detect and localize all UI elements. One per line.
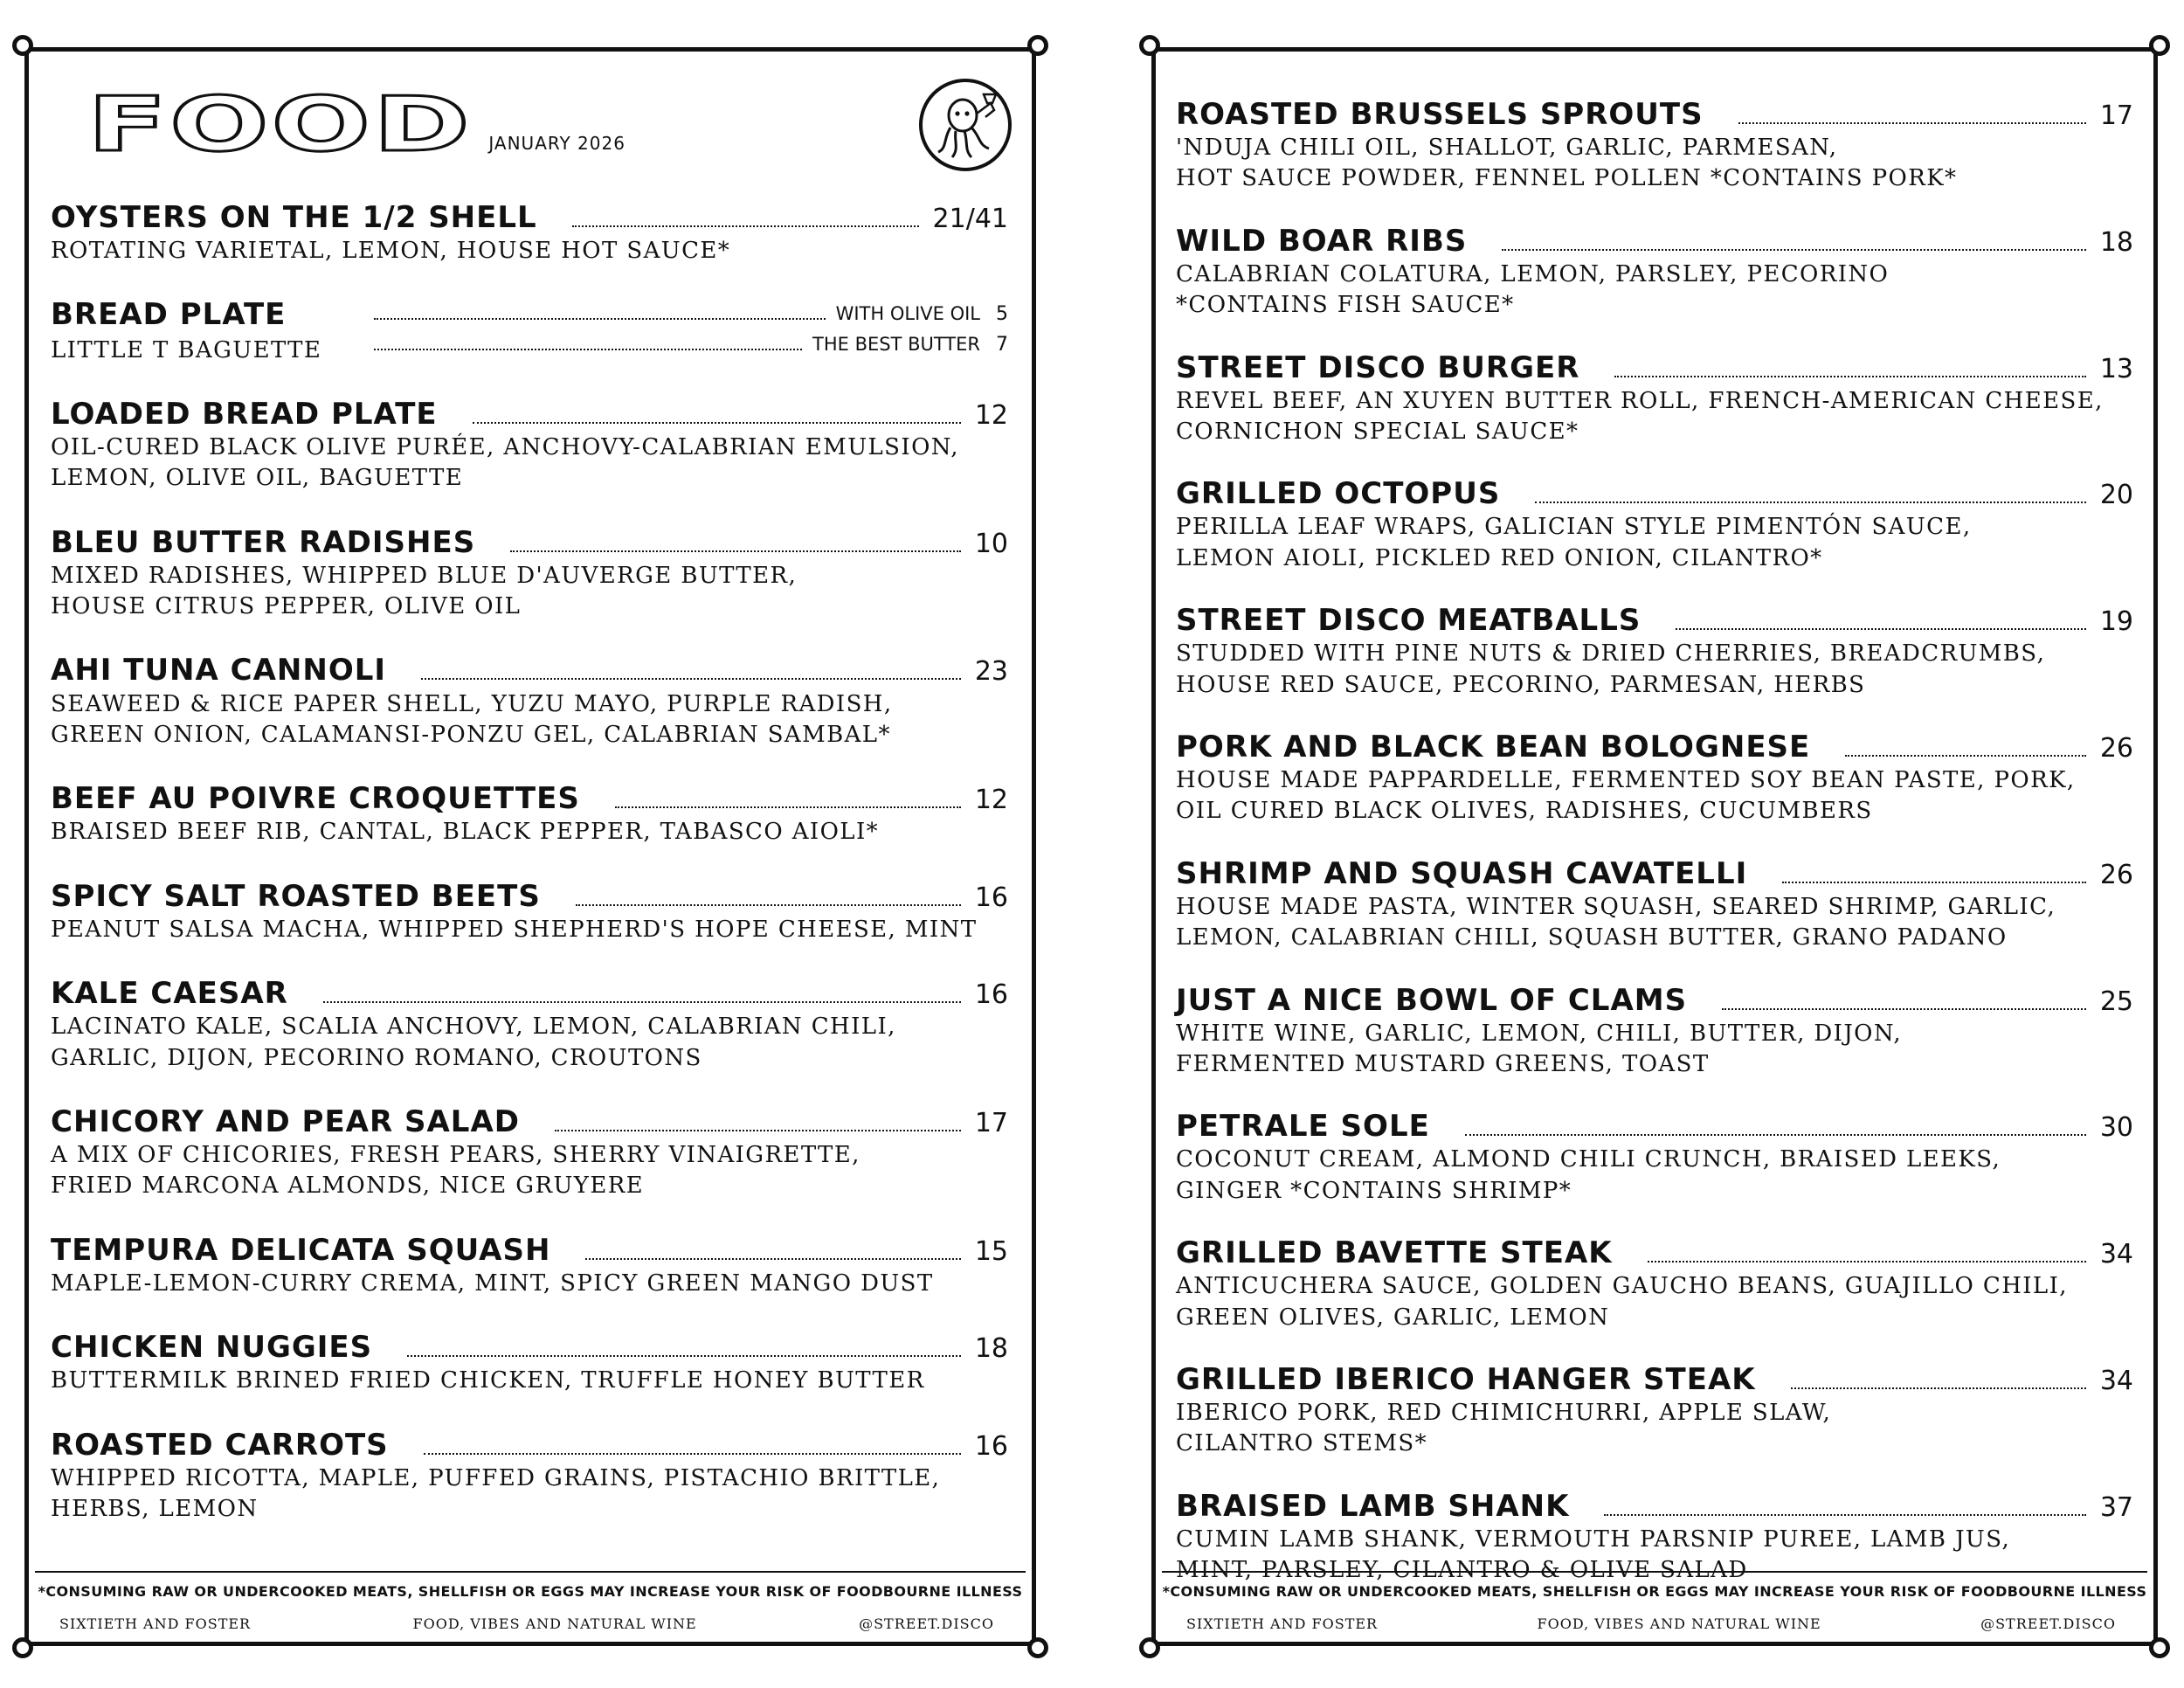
item-price: 26	[2099, 859, 2133, 890]
item-price: 18	[974, 1333, 1008, 1365]
item-name: SPICY SALT ROASTED BEETS	[51, 878, 541, 914]
menu-item	[51, 201, 1008, 266]
item-description: CUMIN LAMB SHANK, VERMOUTH PARSNIP PUREE, LAMB JUS, MINT, PARSLEY, CILANTRO & OLIVE SALAD	[1176, 1525, 2011, 1584]
item-description: LITTLE T BAGUETTE	[51, 336, 322, 363]
item-price: 20	[2099, 480, 2133, 511]
option-label: THE BEST BUTTER	[812, 334, 980, 356]
dotted-leader	[1845, 755, 2086, 757]
item-description: SEAWEED & RICE PAPER SHELL, YUZU MAYO, PURPLE RADISH, GREEN ONION, CALAMANSI-PONZU GEL, CALABRIAN SAMBAL*	[51, 690, 893, 748]
octopus-logo-icon	[919, 79, 1012, 171]
item-price: 34	[2099, 1239, 2133, 1270]
item-price: 15	[974, 1235, 1008, 1267]
dotted-leader	[1465, 1134, 2086, 1136]
menu-item	[1176, 730, 2133, 827]
page-footer	[35, 1571, 1026, 1632]
item-description: CALABRIAN COLATURA, LEMON, PARSLEY, PECORINO *CONTAINS FISH SAUCE*	[1176, 260, 1890, 319]
item-description: MAPLE-LEMON-CURRY CREMA, MINT, SPICY GREEN MANGO DUST	[51, 1269, 934, 1297]
footer-info	[35, 1615, 1026, 1632]
menu-item	[51, 526, 1008, 623]
item-price: 19	[2099, 606, 2133, 638]
item-price: 34	[2099, 1365, 2133, 1396]
menu-date: JANUARY 2026	[488, 133, 625, 154]
item-name: AHI TUNA CANNOLI	[51, 653, 387, 688]
dotted-leader	[615, 806, 961, 808]
dotted-leader	[424, 1453, 961, 1455]
item-description: LACINATO KALE, SCALIA ANCHOVY, LEMON, CALABRIAN CHILI, GARLIC, DIJON, PECORINO ROMANO, CROUTONS	[51, 1013, 896, 1071]
item-description: PEANUT SALSA MACHA, WHIPPED SHEPHERD'S HOPE CHEESE, MINT	[51, 916, 978, 943]
corner-ornament	[1027, 1637, 1048, 1658]
menu-item	[1176, 984, 2133, 1081]
menu-item	[51, 977, 1008, 1074]
item-description: 'NDUJA CHILI OIL, SHALLOT, GARLIC, PARMESAN, HOT SAUCE POWDER, FENNEL POLLEN *CONTAINS PORK*	[1176, 135, 1958, 192]
corner-ornament	[12, 35, 33, 56]
dotted-leader	[1648, 1261, 2086, 1263]
footer-handle: @STREET.DISCO	[1980, 1615, 2116, 1632]
dotted-leader	[510, 550, 961, 552]
option-label: WITH OLIVE OIL	[835, 303, 980, 325]
item-description: BRAISED BEEF RIB, CANTAL, BLACK PEPPER, TABASCO AIOLI*	[51, 819, 880, 846]
footer-address: SIXTIETH AND FOSTER	[59, 1615, 252, 1632]
dotted-leader	[1722, 1008, 2086, 1010]
dotted-leader	[1738, 122, 2086, 124]
menu-item	[51, 298, 1008, 365]
menu-item	[1176, 98, 2133, 195]
item-price: 23	[974, 656, 1008, 688]
item-price: 12	[974, 399, 1008, 431]
item-price: 18	[2099, 226, 2133, 258]
item-price: 16	[974, 882, 1008, 913]
item-description: HOUSE MADE PASTA, WINTER SQUASH, SEARED SHRIMP, GARLIC, LEMON, CALABRIAN CHILI, SQUASH BUTTER, GRANO PADANO	[1176, 893, 2056, 951]
item-price: 16	[974, 1430, 1008, 1462]
menu-item	[51, 1234, 1008, 1299]
menu-item	[1176, 857, 2133, 954]
item-description: BUTTERMILK BRINED FRIED CHICKEN, TRUFFLE HONEY BUTTER	[51, 1367, 925, 1394]
item-name: GRILLED IBERICO HANGER STEAK	[1176, 1361, 1756, 1397]
footer-tagline: FOOD, VIBES AND NATURAL WINE	[1537, 1615, 1821, 1632]
dotted-leader	[1604, 1514, 2085, 1516]
item-description: ROTATING VARIETAL, LEMON, HOUSE HOT SAUCE*	[51, 238, 731, 265]
item-price: 17	[2099, 100, 2133, 131]
dotted-leader	[1676, 628, 2085, 630]
option-price: 7	[996, 334, 1008, 356]
item-price: 37	[2099, 1491, 2133, 1523]
price-options	[321, 298, 1008, 365]
corner-ornament	[2149, 1637, 2170, 1658]
page-footer	[1162, 1571, 2147, 1632]
dotted-leader	[374, 318, 825, 320]
item-description: STUDDED WITH PINE NUTS & DRIED CHERRIES, BREADCRUMBS, HOUSE RED SAUCE, PECORINO, PARMESAN, HERBS	[1176, 640, 2046, 698]
footer-tagline: FOOD, VIBES AND NATURAL WINE	[412, 1615, 697, 1632]
health-disclaimer: *CONSUMING RAW OR UNDERCOOKED MEATS, SHELLFISH OR EGGS MAY INCREASE YOUR RISK OF FOODBOURNE ILLNESS	[38, 1583, 1023, 1600]
menu-page-right	[1151, 47, 2158, 1646]
footer-address: SIXTIETH AND FOSTER	[1186, 1615, 1379, 1632]
dotted-leader	[473, 422, 961, 424]
corner-ornament	[2149, 35, 2170, 56]
item-name: TEMPURA DELICATA SQUASH	[51, 1232, 551, 1268]
menu-item	[1176, 604, 2133, 701]
item-description: HOUSE MADE PAPPARDELLE, FERMENTED SOY BEAN PASTE, PORK, OIL CURED BLACK OLIVES, RADISHES, CUCUMBERS	[1176, 767, 2076, 825]
menu-header	[87, 81, 625, 169]
item-name: BREAD PLATE	[51, 297, 287, 333]
menu-item	[51, 654, 1008, 751]
item-name: PORK AND BLACK BEAN BOLOGNESE	[1176, 729, 1811, 764]
page-title: FOOD	[87, 81, 473, 169]
dotted-leader	[1782, 882, 2086, 883]
price-option	[321, 334, 1008, 356]
option-price: 5	[996, 303, 1008, 326]
dotted-leader	[1791, 1387, 2086, 1389]
price-option	[321, 303, 1008, 325]
footer-info	[1162, 1615, 2147, 1632]
menu-item	[1176, 351, 2133, 448]
item-description: REVEL BEEF, AN XUYEN BUTTER ROLL, FRENCH-AMERICAN CHEESE, CORNICHON SPECIAL SAUCE*	[1176, 387, 2104, 446]
item-price: 10	[974, 528, 1008, 559]
item-name: ROASTED BRUSSELS SPROUTS	[1176, 97, 1704, 132]
menu-items-list	[51, 201, 1008, 1556]
item-name: STREET DISCO BURGER	[1176, 349, 1580, 385]
item-name: SHRIMP AND SQUASH CAVATELLI	[1176, 855, 1748, 891]
menu-item	[51, 1331, 1008, 1396]
menu-item	[1176, 225, 2133, 322]
corner-ornament	[1139, 1637, 1160, 1658]
item-price: 25	[2099, 986, 2133, 1017]
item-price: 21/41	[932, 204, 1008, 234]
dotted-leader	[407, 1355, 961, 1357]
dotted-leader	[585, 1258, 960, 1260]
menu-item	[51, 1429, 1008, 1525]
item-name: WILD BOAR RIBS	[1176, 223, 1468, 259]
item-name: CHICKEN NUGGIES	[51, 1330, 373, 1366]
item-name: PETRALE SOLE	[1176, 1109, 1430, 1145]
item-description: PERILLA LEAF WRAPS, GALICIAN STYLE PIMENTÓN SAUCE, LEMON AIOLI, PICKLED RED ONION, CILANTRO*	[1176, 514, 1972, 571]
menu-item	[1176, 1236, 2133, 1333]
dotted-leader	[1614, 376, 2085, 377]
item-description: IBERICO PORK, RED CHIMICHURRI, APPLE SLAW, CILANTRO STEMS*	[1176, 1400, 1832, 1457]
dotted-leader	[374, 349, 802, 350]
menu-item	[1176, 477, 2133, 574]
item-name: STREET DISCO MEATBALLS	[1176, 603, 1641, 639]
dotted-leader	[555, 1130, 961, 1131]
item-name: GRILLED OCTOPUS	[1176, 476, 1501, 512]
item-name: BRAISED LAMB SHANK	[1176, 1488, 1570, 1524]
item-description: OIL-CURED BLACK OLIVE PURÉE, ANCHOVY-CALABRIAN EMULSION, LEMON, OLIVE OIL, BAGUETTE	[51, 433, 959, 492]
item-name: ROASTED CARROTS	[51, 1427, 389, 1463]
corner-ornament	[1139, 35, 1160, 56]
item-name: JUST A NICE BOWL OF CLAMS	[1176, 982, 1688, 1018]
item-price: 26	[2099, 732, 2133, 764]
item-description: WHITE WINE, GARLIC, LEMON, CHILI, BUTTER, DIJON, FERMENTED MUSTARD GREENS, TOAST	[1176, 1020, 1903, 1078]
item-name: CHICORY AND PEAR SALAD	[51, 1103, 520, 1139]
menu-item	[51, 398, 1008, 495]
item-price: 12	[974, 785, 1008, 816]
item-description: MIXED RADISHES, WHIPPED BLUE D'AUVERGE BUTTER, HOUSE CITRUS PEPPER, OLIVE OIL	[51, 562, 798, 620]
item-name: BEEF AU POIVRE CROQUETTES	[51, 781, 580, 817]
menu-items-list	[1176, 98, 2133, 1616]
health-disclaimer: *CONSUMING RAW OR UNDERCOOKED MEATS, SHELLFISH OR EGGS MAY INCREASE YOUR RISK OF FOODBOURNE ILLNESS	[1162, 1583, 2147, 1600]
item-name: KALE CAESAR	[51, 976, 288, 1012]
item-price: 30	[2099, 1112, 2133, 1144]
item-description: ANTICUCHERA SAUCE, GOLDEN GAUCHO BEANS, GUAJILLO CHILI, GREEN OLIVES, GARLIC, LEMON	[1176, 1273, 2068, 1331]
item-description: WHIPPED RICOTTA, MAPLE, PUFFED GRAINS, PISTACHIO BRITTLE, HERBS, LEMON	[51, 1464, 941, 1523]
item-name: BLEU BUTTER RADISHES	[51, 524, 476, 560]
dotted-leader	[576, 904, 961, 906]
item-price: 17	[974, 1107, 1008, 1138]
corner-ornament	[12, 1637, 33, 1658]
menu-item	[1176, 1363, 2133, 1460]
menu-item	[1176, 1110, 2133, 1207]
item-description: COCONUT CREAM, ALMOND CHILI CRUNCH, BRAISED LEEKS, GINGER *CONTAINS SHRIMP*	[1176, 1146, 2001, 1204]
menu-item	[51, 1105, 1008, 1202]
item-name: LOADED BREAD PLATE	[51, 396, 438, 432]
menu-item	[51, 782, 1008, 847]
dotted-leader	[323, 1001, 961, 1003]
item-name: OYSTERS ON THE 1/2 SHELL	[51, 200, 537, 235]
item-name: GRILLED BAVETTE STEAK	[1176, 1235, 1613, 1271]
corner-ornament	[1027, 35, 1048, 56]
dotted-leader	[421, 678, 961, 680]
menu-item	[51, 880, 1008, 945]
item-price: 13	[2099, 353, 2133, 384]
menu-page-left	[24, 47, 1036, 1646]
item-price: 16	[974, 979, 1008, 1011]
dotted-leader	[1502, 249, 2085, 251]
dotted-leader	[572, 225, 919, 227]
footer-handle: @STREET.DISCO	[859, 1615, 994, 1632]
dotted-leader	[1535, 502, 2085, 503]
item-description: A MIX OF CHICORIES, FRESH PEARS, SHERRY VINAIGRETTE, FRIED MARCONA ALMONDS, NICE GRUYERE	[51, 1142, 860, 1200]
